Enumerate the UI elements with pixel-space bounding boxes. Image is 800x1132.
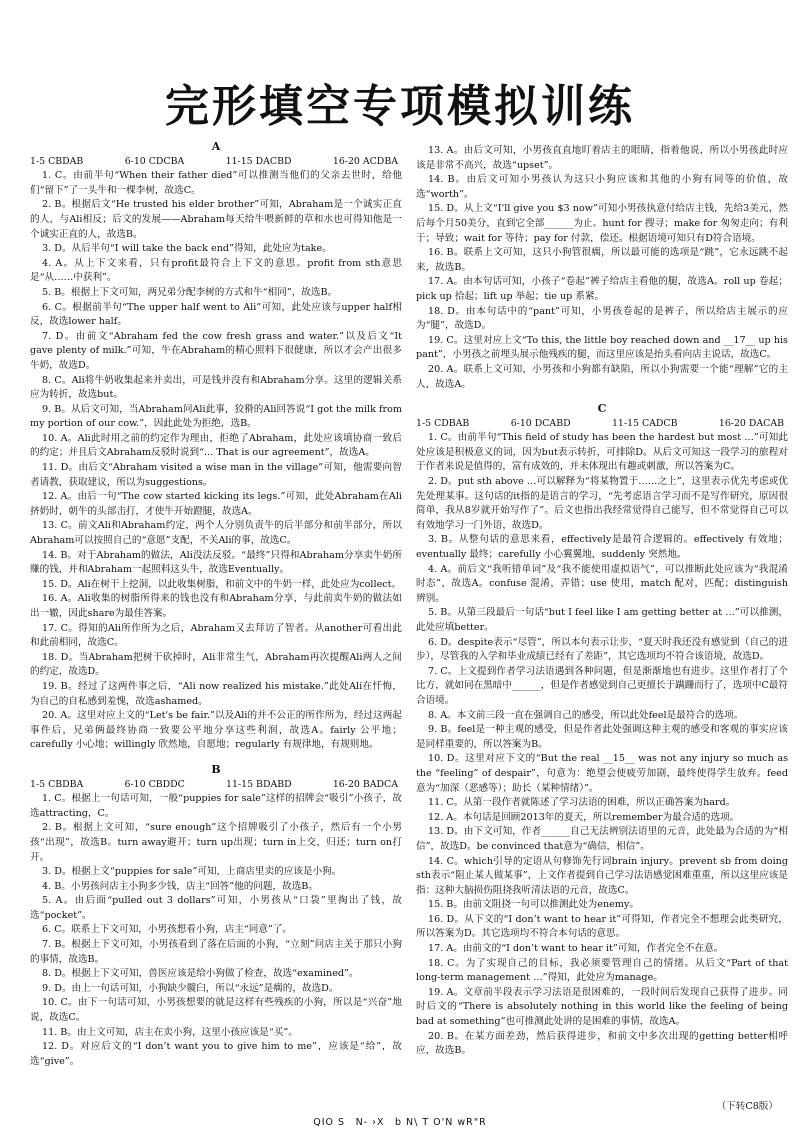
explanation-item: 8. A。本文前三段一直在强调自己的感受，所以此处feel是最符合的选项。 [428, 709, 744, 721]
explanation-item: 20. A。联系上文可知，小男孩和小狗都有缺陷，所以小狗需要一个能“理解”它的主人，故选A。 [416, 363, 788, 390]
answer-key-group: 11-15 BDABD [226, 778, 292, 790]
answer-key-group: 16-20 BADCA [332, 778, 398, 790]
answer-key-group: 6-10 DCABD [510, 417, 571, 429]
explanation-item: 19. C。这里对应上文“To this, the little boy reached down and __17__ up his pant”，小男孩之前埋头展示他残疾的腿，而这里应该是抬头看向店主说话，故选C。 [416, 334, 788, 361]
explanation-item: 12. A。由后一句“The cow started kicking its legs.”可知，此处Abraham在Ali挤奶时，朝牛的头部击打，才使牛开始蹬腿，故选A。 [30, 491, 402, 517]
explanation-item: 7. B。根据上下文可知，小男孩看到了落在后面的小狗，“立刻”问店主关于那只小狗的事情，故选B。 [30, 939, 402, 965]
explanation-item: 12. A。本句话是回顾2013年的夏天，所以remember为最合适的选项。 [428, 811, 740, 823]
explanation-item: 13. D。由下文可知，作者______自己无法辨别法语里的元音，此处最为合适的为“相信”，故选D。be convinced that意为“确信，相信”。 [416, 826, 788, 852]
explanation-item: 6. C。根据前半句“The upper half went to Ali”可知，此处应该与upper half相反，故选lower half。 [30, 301, 402, 328]
explanation-item: 2. B。根据后文“He trusted his elder brother”可知，Abraham是一个诚实正直的人，与Ali相反；后文的发展——Abraham每天给牛喂新鲜的草和水也可得知他是一个诚实正直的人，故选B。 [30, 199, 402, 240]
explanation-item: 10. D。这里对应下文的“But the real __15__ was not any injury so much as the “feeling” of despair”，句意为：绝望会使疲劳加剧，最终使得学生放弃。feed 意为“加深（恶感等）；助长（某种情绪）”。 [416, 753, 788, 794]
answer-key-group: 1-5 CDBAB [416, 417, 470, 429]
explanation-item: 19. B。经过了这两件事之后，“Ali now realized his mistake.”此处Ali在忏悔，为自己的自私感到羞愧，故选ashamed。 [30, 680, 402, 707]
explanation-item: 5. A。由后面“pulled out 3 dollars”可知，小男孩从“口袋”里掏出了钱，故选“pocket”。 [30, 895, 402, 921]
explanation-item: 6. D。despite表示“尽管”，所以本句表示让步，“夏天时我还没有感觉到（自己的进步），尽管我的入学和毕业成绩已经有了差距”，其它选项均不符合该语境，故选D。 [416, 636, 788, 663]
explanation-item: 3. D。从后半句“I will take the back end”得知，此处应为take。 [42, 243, 332, 255]
explanation-item: 12. D。对应后文的“I don’t want you to give him to me”，应该是“给”，故选“give”。 [30, 1041, 402, 1067]
explanation-item: 17. A。由前文的“I don’t want to hear it”可知，作者完全不在意。 [428, 943, 724, 955]
section-b-heading: B [211, 762, 221, 776]
explanation-item: 2. B。根据上文可知，“sure enough”这个招牌吸引了小孩子，然后有一个小男孩“出现”，故选B。turn away避开；turn up出现；turn in上交，归还；turn on打开。 [30, 822, 402, 863]
explanation-item: 14. C。which引导的定语从句修饰先行词brain injury。prevent sb from doing sth表示“阻止某人做某事”，上文作者提到自己学习法语感觉困难重重，所以这里应该是指：这种大脑损伤阻挠我听清法语的元音，故选C。 [416, 855, 788, 896]
explanation-item: 3. D。根据上文“puppies for sale”可知，上商店里卖的应该是小狗。 [42, 866, 342, 878]
section-a-heading: A [211, 140, 221, 153]
section-c-explanations [416, 431, 788, 1059]
explanation-item: 15. D。从上文“I'll give you $3 now”可知小男孩执意付给店主钱，先给3美元，然后每个月50美分，直到它全部______为止。hunt for 搜寻；make for 匆匆走向；有利于；导致；wait for 等待；pay for 付款，偿还。根据语境可知只有D符合语境。 [416, 203, 788, 244]
answer-key-group: 11-15 CADCB [611, 417, 678, 429]
explanation-item: 16. B。联系上文可知，这只小狗管很瘸，所以最可能的选项是“跳”，它永远跳不起来，故选B。 [416, 247, 788, 273]
explanation-item: 10. C。由下一句话可知，小男孩想要的就是这样有些残疾的小狗，所以是“兴奋”地说，故选C。 [30, 997, 402, 1024]
explanation-item: 20. A。这里对应上文的“Let's be fair.”以及Ali的并不公正的所作所为，经过这两起事件后，兄弟俩最终协商一致要公平地分享这些利润，故选A。fairly 公平地；carefully 小心地；willingly 欣然地，自愿地；regularly 有规律地，有规则地。 [30, 710, 402, 751]
explanation-item: 2. D。put sth above …可以解释为“将某物置于……之上”，这里表示优先考虑或优先处理某事。这句话的it指的是语言的学习，“先考虑语言学习而不是写作研究，原因很简单，我从8岁就开始写作了”。后文也指出我经常觉得自己能写，但不常觉得自己可以有效地学习一门外语，故选D。 [416, 476, 788, 531]
explanation-item: 10. A。Ali此时用之前的约定作为理由，拒绝了Abraham，此处应该填协商一致后的约定；并且后文Abraham反驳时说到“... That is our agreement”，故选A。 [30, 432, 402, 459]
explanation-item: 17. C。得知的Ali所作所为之后，Abraham又去拜访了智者。从another可看出此和此前相同，故选C。 [30, 622, 402, 649]
explanation-item: 15. D。Ali在树干上挖洞，以此收集树脂，和前文中的牛奶一样，此处应为collect。 [42, 578, 402, 590]
explanation-item: 1. C。根据上一句话可知，一般“puppies for sale”这样的招牌会“吸引”小孩子，故选attracting，C。 [30, 793, 402, 819]
explanation-item: 3. B。从整句话的意思来看，effectively是最符合逻辑的。effectively 有效地；eventually 最终；carefully 小心翼翼地，suddenly 突然地。 [416, 534, 788, 561]
section-b-answer-key [30, 778, 402, 793]
answer-key-group: 1-5 CBDBA [30, 778, 84, 790]
explanation-item: 11. C。从第一段作者就陈述了学习法语的困难，所以正确答案为hard。 [428, 797, 736, 809]
left-column [30, 140, 402, 1069]
explanation-item: 13. A。由后文可知，小男孩直直地盯着店主的眼睛，指着他说，所以小男孩此时应该是非常不高兴，故选“upset”。 [416, 145, 788, 171]
answer-key-group: 11-15 DACBD [225, 155, 292, 167]
explanation-item: 20. B。在某方面差劲，然后获得进步，和前文中多次出现的getting better相呼应，故选B。 [416, 1030, 788, 1057]
explanation-item: 8. C。Ali将牛奶收集起来并卖出，可是钱并没有和Abraham分享。这里的逻辑关系应为转折，故选but。 [30, 374, 402, 401]
explanation-item: 18. D。当Abraham把树干砍掉时，Ali非常生气，Abraham再次提醒Ali两人之间的约定，故选D。 [30, 651, 402, 678]
explanation-item: 8. D。根据上下文可知，兽医应该是给小狗做了检查，故选“examined”。 [42, 968, 359, 980]
answer-key-group: 1-5 CBDAB [30, 155, 84, 167]
explanation-item: 9. D。由上一句话可知，小狗缺少髋臼，所以“永远”是瘸的，故选D。 [42, 982, 339, 994]
explanation-item: 1. C。由前半句“When their father died”可以推测当他们的父亲去世时，给他们“留下”了一头牛和一棵李树，故选C。 [30, 170, 402, 196]
answer-key-group: 6-10 CDCBA [124, 155, 185, 167]
explanation-item: 16. A。Ali收集的树脂所得来的钱也没有和Abraham分享，与此前卖牛奶的做法如出一辙，因此share为最佳答案。 [30, 593, 402, 619]
section-c-answer-key [416, 417, 788, 432]
answer-key-group: 6-10 CBDDC [124, 778, 185, 790]
right-column [416, 144, 788, 1059]
section-c-heading: C [597, 402, 607, 416]
explanation-item: 4. A。前后文“我听错单词”及“我不能使用虚拟语气”，可以推断此处应该为“我混淆时态”，故选A。confuse 混淆，弄错；use 使用，match 配对，匹配；distinguish 辨别。 [416, 563, 788, 604]
explanation-item: 5. B。从第三段最后一句话“but I feel like I am getting better at …”可以推测，此处应填better。 [416, 607, 788, 633]
explanation-item: 11. D。由后文“Abraham visited a wise man in the village”可知，他需要向智者请教，获取建议，所以为suggestions。 [30, 462, 402, 488]
footer-text: QIO S N- ›X b N\ T O'N wR"R [313, 1117, 487, 1128]
section-a-answer-key [30, 155, 402, 170]
explanation-item: 18. C。为了实现自己的目标，我必须要管理自己的情绪。从后文“Part of that long-term management …”得知，此处应为manage。 [416, 957, 788, 984]
explanation-item: 6. C。联系上下文可知，小男孩想看小狗，店主“同意”了。 [42, 924, 293, 936]
explanation-item: 15. B。由前文阻挠一句可以推测此处为enemy。 [428, 899, 639, 911]
explanation-item: 19. A。文章前半段表示学习法语是很困难的，一段时间后发现自己获得了进步。同时后文的“There is absolutely nothing in this world like the feeling of being bad at something”也可推测此处讲的是困难的事情，故选A。 [416, 986, 788, 1028]
explanation-item: 14. B。对于Abraham的做法，Ali没法反驳。“最终”只得和Abraham分享卖牛奶所赚的钱，并和Abraham一起照料这头牛，故选Eventually。 [30, 549, 402, 576]
explanation-item: 9. B。从后文可知，当Abraham问Ali此事，狡猾的Ali回答说“I got the milk from my portion of our cow.”，因此此处为拒绝，选B。 [30, 403, 403, 430]
explanation-item: 11. B。由上文可知，店主在卖小狗，这里小孩应该是“买”。 [42, 1026, 298, 1038]
section-a-explanations [30, 169, 402, 753]
section-b-continued-explanations [416, 144, 788, 392]
page-title: 完形填空专项模拟训练 [165, 81, 635, 132]
answer-key-group: 16-20 DACAB [718, 417, 784, 429]
explanation-item: 13. C。前文Ali和Abraham约定，两个人分别负责牛的后半部分和前半部分，所以Abraham可以按照自己的“意愿”支配，不关Ali的事，故选C。 [30, 520, 402, 547]
answer-key-group: 16-20 ACDBA [332, 155, 398, 167]
explanation-item: 16. D。从下文的“I don’t want to hear it”可得知，作者完全不想理会此类研究，所以答案为D。其它选项均不符合本句话的意思。 [416, 913, 788, 940]
explanation-item: 14. B。由后文可知小男孩认为这只小狗应该和其他的小狗有同等的价值，故选“worth”。 [416, 174, 788, 200]
explanation-item: 17. A。由本句话可知，小孩子“卷起”裤子给店主看他的腿，故选A。roll up 卷起；pick up 拾起；lift up 举起；tie up 系紧。 [416, 276, 788, 302]
explanation-item: 9. B。feel是一种主观的感受，但是作者此处强调这种主观的感受和客观的事实应该是同样重要的，所以答案为B。 [416, 724, 788, 750]
explanation-item: 1. C。由前半句“This field of study has been the hardest but most …”可知此处应该是积极意义的词，因为but表示转折，可排除D。从后文可知这一段学习的旅程对于作者来说是值得的，富有成效的，并未体现出有趣或刺激，所以答案为C。 [416, 432, 788, 473]
explanation-item: 4. A。从上下文来看，只有profit最符合上下文的意思。profit from sth意思是“从……中获利”。 [30, 257, 402, 284]
continued-note: （下转C8版） [716, 1101, 778, 1112]
section-b-explanations [30, 792, 402, 1069]
explanation-item: 18. D。由本句话中的“pant”可知，小男孩卷起的是裤子，所以给店主展示的应为“腿”，故选D。 [416, 305, 788, 332]
explanation-item: 7. D。由前文“Abraham fed the cow fresh grass and water.”以及后文“It gave plenty of milk.”可知，牛在Abraham的精心照料下很健康，所以才会产出很多牛奶，故选D。 [30, 330, 402, 371]
explanation-item: 5. B。根据上下文可知，两兄弟分配李树的方式和牛“相同”，故选B。 [42, 286, 338, 298]
explanation-item: 4. B。小男孩问店主小狗多少钱，店主“回答”他的问题，故选B。 [42, 880, 318, 892]
explanation-item: 7. C。上文提到作者学习法语遇到各种问题，但是渐渐地也有进步。这里作者打了个比方，就如同在黑暗中______，但是作者感觉到自己更擅长于蹒跚而行了，选项中C最符合语境。 [416, 665, 788, 706]
